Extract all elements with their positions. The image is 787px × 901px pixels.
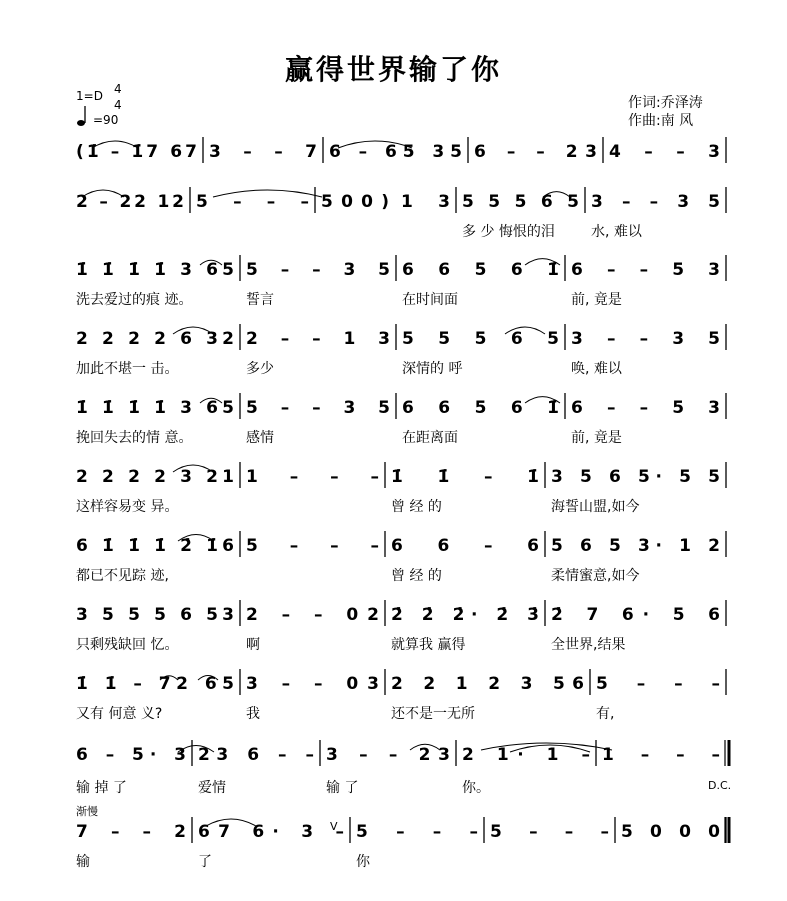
measure-notes: 1̇ 1̇ 1̇ 1̇ 3 65 xyxy=(76,398,234,418)
measure-notes: 6 6 – 6 xyxy=(391,536,539,556)
slur xyxy=(206,819,256,826)
measure-notes: 5 0 0 0 xyxy=(621,822,720,842)
measure-notes: 1̇ 1̇ – 1̇ xyxy=(391,467,539,487)
time-signature-bottom: 4 xyxy=(114,98,122,112)
measure-lyrics: 曾 经 的 xyxy=(391,568,442,584)
measure-lyrics: 前, 竟是 xyxy=(571,292,622,308)
measure-notes: 1̇ 1̇ 1̇ 1̇ 3 65 xyxy=(76,260,234,280)
measure-notes: 2 2 1 2 3 56 xyxy=(391,674,584,694)
measure-lyrics: 又有 何意 义? xyxy=(76,706,163,722)
measure-notes: 5 6 5 3· 1 2 xyxy=(551,536,720,556)
measure-notes: 6 6 5 6 1̇ xyxy=(402,260,559,280)
tempo-marking: =90 xyxy=(93,113,119,127)
measure-lyrics: 都已不见踪 迹, xyxy=(76,568,169,584)
measure-notes: 3 5 6 5· 5 5 xyxy=(551,467,720,487)
measure-notes: 3 – – 3 5 xyxy=(571,329,720,349)
measure-notes: 23 6 – – xyxy=(198,745,314,765)
measure-notes: 2 1· 1 – xyxy=(462,745,590,765)
measure-lyrics: 海誓山盟,如今 xyxy=(551,499,640,515)
measure-notes: 5 – – 3 5 xyxy=(246,398,390,418)
measure-lyrics: 只剩残缺回 忆。 xyxy=(76,637,179,653)
measure-notes: 2̇ 7 6· 5 6 xyxy=(551,605,720,625)
measure-notes: 3 – – 03 xyxy=(246,674,379,694)
measure-lyrics: 了 xyxy=(198,854,212,870)
measure-lyrics: 爱情 xyxy=(198,780,226,796)
measure-lyrics: 柔情蜜意,如今 xyxy=(551,568,640,584)
measure-notes: 5 – – – xyxy=(246,536,379,556)
song-title: 赢得世界输了你 xyxy=(284,53,502,86)
measure-notes: 5 5 5 6 5 xyxy=(402,329,559,349)
measure-notes: 67 6· 3 – xyxy=(198,822,344,842)
measure-lyrics: 前, 竟是 xyxy=(571,430,622,446)
measure-notes: 5 – – – xyxy=(196,192,309,212)
measure-notes: 6 1̇ 1̇ 1̇ 2̇ 1̇6 xyxy=(76,536,234,556)
expression-mark: 渐慢 xyxy=(76,805,98,818)
measure-lyrics: 还不是一无所 xyxy=(391,706,475,722)
measure-lyrics: 唤, 难以 xyxy=(571,361,622,377)
breath-mark: V xyxy=(330,820,338,833)
measure-lyrics: 输 了 xyxy=(326,780,359,796)
measure-notes: 5 – – – xyxy=(356,822,478,842)
measure-notes: 2̇ 2̇ 2̇· 2̇ 3̇ xyxy=(391,605,539,625)
measure-lyrics: 在时间面 xyxy=(402,292,458,308)
measure-lyrics: 在距离面 xyxy=(402,430,458,446)
time-signature-top: 4 xyxy=(114,82,122,96)
measure-lyrics: 就算我 赢得 xyxy=(391,637,466,653)
measure-notes: 2 – – 1 3 xyxy=(246,329,390,349)
measure-notes: 5 – – – xyxy=(596,674,720,694)
measure-lyrics: 你。 xyxy=(462,780,490,796)
measure-lyrics: 多少 xyxy=(246,361,274,377)
measure-notes: 6 6 5 6 1̇ xyxy=(402,398,559,418)
measure-notes: 5 0 0 ) xyxy=(321,192,389,212)
measure-notes: 7 – – 2 xyxy=(76,822,186,842)
lyricist-credit: 作词:乔泽涛 xyxy=(628,95,703,111)
measure-notes: 6 – 5· 3 xyxy=(76,745,186,765)
measure-lyrics: 誓言 xyxy=(246,292,274,308)
measure-notes: 3 – – 7 xyxy=(209,142,317,162)
measure-notes: 3 – – 23 xyxy=(326,745,450,765)
measure-lyrics: 挽回失去的情 意。 xyxy=(76,430,193,446)
measure-lyrics: 深情的 呼 xyxy=(402,361,463,377)
measure-notes: 1 3 xyxy=(401,192,450,212)
measure-notes: 1 – – – xyxy=(246,467,379,487)
measure-lyrics: 全世界,结果 xyxy=(551,637,626,653)
key-signature: 1=D xyxy=(76,89,103,103)
measure-notes: 2 2 2 2 3 21 xyxy=(76,467,234,487)
measure-notes: 6 – 65 35 xyxy=(329,142,462,162)
measure-notes: (1̇ – 1̇7 67 xyxy=(76,142,197,162)
da-capo-mark: D.C. xyxy=(708,779,732,792)
measure-lyrics: 洗去爱过的痕 迹。 xyxy=(76,292,193,308)
measure-lyrics: 有, xyxy=(596,706,615,722)
measure-notes: 4 – – 3 xyxy=(609,142,720,162)
measure-notes: 6 – – 23 xyxy=(474,142,597,162)
measure-lyrics: 啊 xyxy=(246,637,260,653)
measure-lyrics: 曾 经 的 xyxy=(391,499,442,515)
measure-notes: 1̇ 1̇ – 72 65 xyxy=(76,674,234,694)
measure-lyrics: 水, 难以 xyxy=(591,224,642,240)
measure-notes: 3 5 5 5 6 53 xyxy=(76,605,234,625)
measure-notes: 6 – – 5 3 xyxy=(571,398,720,418)
measure-notes: 5 5 5 6 5 xyxy=(462,192,579,212)
measure-lyrics: 这样容易变 异。 xyxy=(76,499,179,515)
measure-lyrics: 我 xyxy=(246,706,260,722)
measure-notes: 2 – – 02 xyxy=(246,605,379,625)
measure-notes: 5 – – – xyxy=(490,822,609,842)
measure-notes: 5 – – 3 5 xyxy=(246,260,390,280)
composer-credit: 作曲:南 风 xyxy=(628,113,694,129)
measure-lyrics: 感情 xyxy=(246,430,274,446)
measure-notes: 2 2 2 2 6 32 xyxy=(76,329,234,349)
measure-notes: 6 – – 5 3 xyxy=(571,260,720,280)
measure-lyrics: 输 xyxy=(76,854,90,870)
measure-lyrics: 多 少 悔恨的泪 xyxy=(462,224,555,240)
measure-lyrics: 加此不堪一 击。 xyxy=(76,361,179,377)
measure-lyrics: 你 xyxy=(356,854,370,870)
measure-lyrics: 输 掉 了 xyxy=(76,780,127,796)
measure-notes: 3 – – 3 5 xyxy=(591,192,720,212)
measure-notes: 1 – – – xyxy=(602,745,720,765)
measure-notes: 2 – 22 12 xyxy=(76,192,184,212)
